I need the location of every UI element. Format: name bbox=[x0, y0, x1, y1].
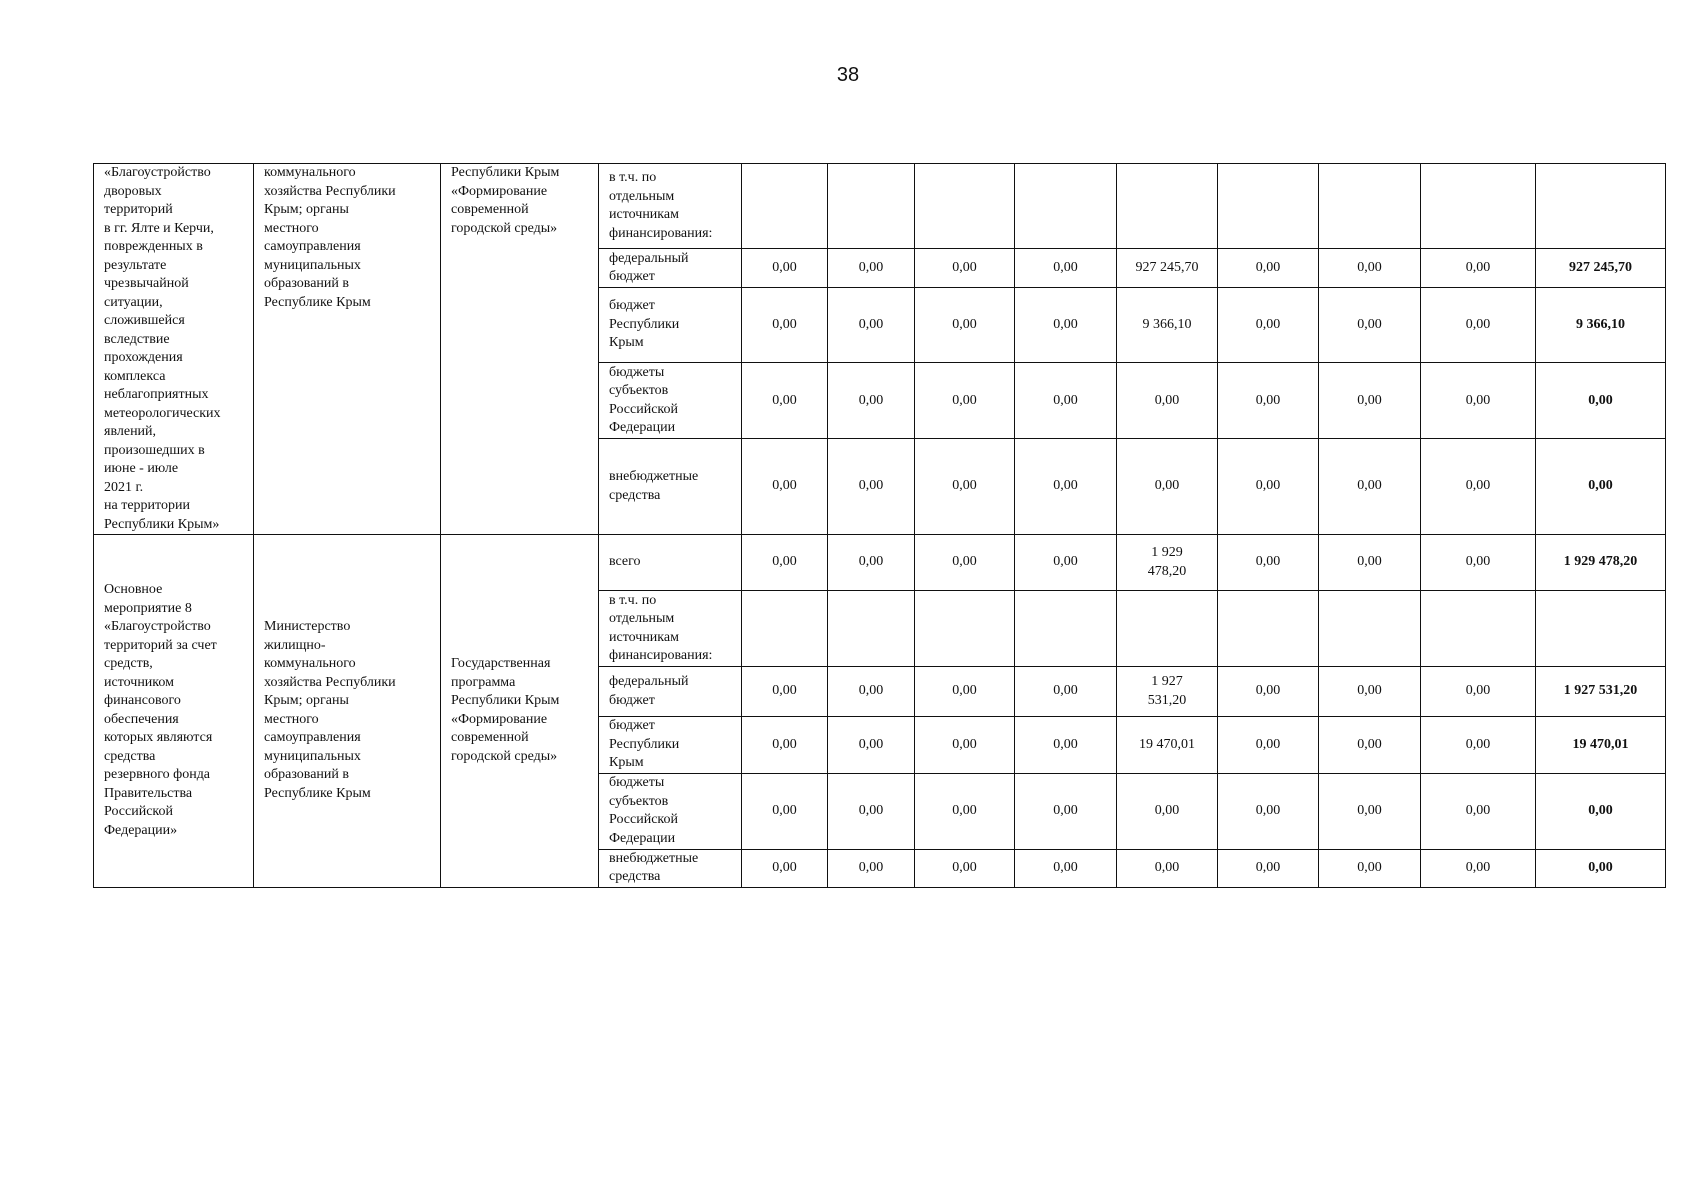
funding-source-cell: бюджет Республики Крым bbox=[599, 287, 742, 362]
amount-cell: 0,00 bbox=[915, 849, 1015, 887]
total-cell: 19 470,01 bbox=[1536, 717, 1666, 774]
amount-cell: 0,00 bbox=[1421, 535, 1536, 591]
amount-cell: 0,00 bbox=[828, 287, 915, 362]
amount-cell: 0,00 bbox=[915, 363, 1015, 439]
amount-cell: 0,00 bbox=[1421, 363, 1536, 439]
amount-cell: 0,00 bbox=[1319, 667, 1421, 717]
amount-cell: 0,00 bbox=[1117, 849, 1218, 887]
amount-cell: 0,00 bbox=[915, 287, 1015, 362]
amount-cell bbox=[828, 164, 915, 249]
amount-cell: 0,00 bbox=[742, 363, 828, 439]
amount-cell bbox=[1319, 591, 1421, 667]
executor-cell: коммунального хозяйства Республики Крым; органы местного самоуправления муниципальных образований в Республике Крым bbox=[254, 164, 441, 535]
amount-cell bbox=[1218, 591, 1319, 667]
amount-cell: 0,00 bbox=[1218, 773, 1319, 849]
total-cell: 0,00 bbox=[1536, 363, 1666, 439]
funding-source-cell: бюджеты субъектов Российской Федерации bbox=[599, 773, 742, 849]
amount-cell: 0,00 bbox=[828, 363, 915, 439]
amount-cell: 0,00 bbox=[1015, 439, 1117, 535]
amount-cell: 0,00 bbox=[1319, 849, 1421, 887]
amount-cell: 0,00 bbox=[1015, 249, 1117, 288]
amount-cell: 0,00 bbox=[742, 717, 828, 774]
amount-cell: 0,00 bbox=[915, 535, 1015, 591]
amount-cell: 0,00 bbox=[1319, 249, 1421, 288]
amount-cell: 0,00 bbox=[828, 717, 915, 774]
amount-cell: 0,00 bbox=[1319, 363, 1421, 439]
amount-cell: 0,00 bbox=[1421, 249, 1536, 288]
amount-cell: 0,00 bbox=[915, 249, 1015, 288]
amount-cell: 0,00 bbox=[1319, 287, 1421, 362]
funding-source-cell: в т.ч. по отдельным источникам финансирования: bbox=[599, 591, 742, 667]
amount-cell: 0,00 bbox=[1319, 439, 1421, 535]
amount-cell bbox=[742, 164, 828, 249]
amount-cell: 0,00 bbox=[1319, 773, 1421, 849]
total-cell: 0,00 bbox=[1536, 849, 1666, 887]
total-cell: 927 245,70 bbox=[1536, 249, 1666, 288]
amount-cell: 0,00 bbox=[1218, 363, 1319, 439]
amount-cell: 0,00 bbox=[1421, 849, 1536, 887]
amount-cell: 0,00 bbox=[742, 667, 828, 717]
amount-cell: 0,00 bbox=[1421, 439, 1536, 535]
amount-cell: 0,00 bbox=[1015, 535, 1117, 591]
amount-cell: 0,00 bbox=[1319, 717, 1421, 774]
amount-cell: 0,00 bbox=[1218, 667, 1319, 717]
amount-cell: 0,00 bbox=[1421, 773, 1536, 849]
amount-cell: 0,00 bbox=[1117, 439, 1218, 535]
amount-cell: 0,00 bbox=[742, 287, 828, 362]
amount-cell: 0,00 bbox=[742, 773, 828, 849]
funding-source-cell: федеральный бюджет bbox=[599, 249, 742, 288]
amount-cell bbox=[1319, 164, 1421, 249]
amount-cell: 0,00 bbox=[1015, 287, 1117, 362]
amount-cell: 0,00 bbox=[828, 439, 915, 535]
funding-source-cell: внебюджетные средства bbox=[599, 439, 742, 535]
funding-source-cell: в т.ч. по отдельным источникам финансирования: bbox=[599, 164, 742, 249]
funding-source-cell: федеральный бюджет bbox=[599, 667, 742, 717]
funding-source-cell: бюджет Республики Крым bbox=[599, 717, 742, 774]
amount-cell: 0,00 bbox=[915, 667, 1015, 717]
amount-cell: 0,00 bbox=[1218, 249, 1319, 288]
funding-source-cell: всего bbox=[599, 535, 742, 591]
amount-cell: 0,00 bbox=[1015, 773, 1117, 849]
total-cell bbox=[1536, 591, 1666, 667]
amount-cell: 19 470,01 bbox=[1117, 717, 1218, 774]
amount-cell: 0,00 bbox=[915, 439, 1015, 535]
amount-cell: 0,00 bbox=[1015, 667, 1117, 717]
total-cell: 1 927 531,20 bbox=[1536, 667, 1666, 717]
amount-cell: 1 927 531,20 bbox=[1117, 667, 1218, 717]
program-cell: Государственная программа Республики Крым «Формирование современной городской среды» bbox=[441, 535, 599, 888]
total-cell: 0,00 bbox=[1536, 773, 1666, 849]
amount-cell bbox=[1117, 164, 1218, 249]
total-cell: 1 929 478,20 bbox=[1536, 535, 1666, 591]
amount-cell: 0,00 bbox=[1117, 773, 1218, 849]
amount-cell: 0,00 bbox=[1218, 849, 1319, 887]
amount-cell: 0,00 bbox=[1015, 363, 1117, 439]
amount-cell: 9 366,10 bbox=[1117, 287, 1218, 362]
amount-cell: 0,00 bbox=[915, 717, 1015, 774]
amount-cell bbox=[1015, 591, 1117, 667]
amount-cell: 927 245,70 bbox=[1117, 249, 1218, 288]
table-row bbox=[94, 164, 1666, 249]
total-cell: 0,00 bbox=[1536, 439, 1666, 535]
amount-cell: 0,00 bbox=[1015, 717, 1117, 774]
activity-name-cell: «Благоустройство дворовых территорий в гг. Ялте и Керчи, поврежденных в результате чрезвычайной ситуации, сложившейся вследствие прохождения комплекса неблагоприятных метеорологических явлений, произошедших в июне - июле 2021 г. на территории Республики Крым» bbox=[94, 164, 254, 535]
amount-cell: 0,00 bbox=[828, 249, 915, 288]
amount-cell: 0,00 bbox=[1218, 717, 1319, 774]
amount-cell bbox=[828, 591, 915, 667]
funding-table bbox=[93, 163, 1666, 888]
funding-source-cell: внебюджетные средства bbox=[599, 849, 742, 887]
table-body bbox=[94, 164, 1666, 888]
amount-cell: 0,00 bbox=[742, 849, 828, 887]
amount-cell bbox=[742, 591, 828, 667]
activity-name-cell: Основное мероприятие 8 «Благоустройство территорий за счет средств, источником финансового обеспечения которых являются средства резервного фонда Правительства Российской Федерации» bbox=[94, 535, 254, 888]
amount-cell: 0,00 bbox=[742, 249, 828, 288]
amount-cell: 0,00 bbox=[1218, 287, 1319, 362]
amount-cell bbox=[915, 591, 1015, 667]
table-row bbox=[94, 535, 1666, 591]
total-cell: 9 366,10 bbox=[1536, 287, 1666, 362]
amount-cell: 0,00 bbox=[1421, 667, 1536, 717]
page-number: 38 bbox=[836, 64, 860, 86]
amount-cell: 0,00 bbox=[1015, 849, 1117, 887]
amount-cell: 0,00 bbox=[1421, 717, 1536, 774]
amount-cell bbox=[1421, 164, 1536, 249]
program-cell: Республики Крым «Формирование современной городской среды» bbox=[441, 164, 599, 535]
total-cell bbox=[1536, 164, 1666, 249]
amount-cell: 0,00 bbox=[1117, 363, 1218, 439]
amount-cell bbox=[1421, 591, 1536, 667]
amount-cell bbox=[1218, 164, 1319, 249]
amount-cell bbox=[915, 164, 1015, 249]
amount-cell: 0,00 bbox=[1218, 535, 1319, 591]
amount-cell: 0,00 bbox=[1218, 439, 1319, 535]
amount-cell: 0,00 bbox=[742, 439, 828, 535]
amount-cell: 0,00 bbox=[828, 535, 915, 591]
amount-cell: 0,00 bbox=[828, 667, 915, 717]
amount-cell: 0,00 bbox=[1319, 535, 1421, 591]
amount-cell: 0,00 bbox=[828, 849, 915, 887]
funding-source-cell: бюджеты субъектов Российской Федерации bbox=[599, 363, 742, 439]
amount-cell: 0,00 bbox=[915, 773, 1015, 849]
amount-cell: 0,00 bbox=[1421, 287, 1536, 362]
amount-cell: 0,00 bbox=[742, 535, 828, 591]
amount-cell bbox=[1015, 164, 1117, 249]
amount-cell: 1 929 478,20 bbox=[1117, 535, 1218, 591]
executor-cell: Министерство жилищно- коммунального хозяйства Республики Крым; органы местного самоуправления муниципальных образований в Республике Крым bbox=[254, 535, 441, 888]
amount-cell: 0,00 bbox=[828, 773, 915, 849]
amount-cell bbox=[1117, 591, 1218, 667]
